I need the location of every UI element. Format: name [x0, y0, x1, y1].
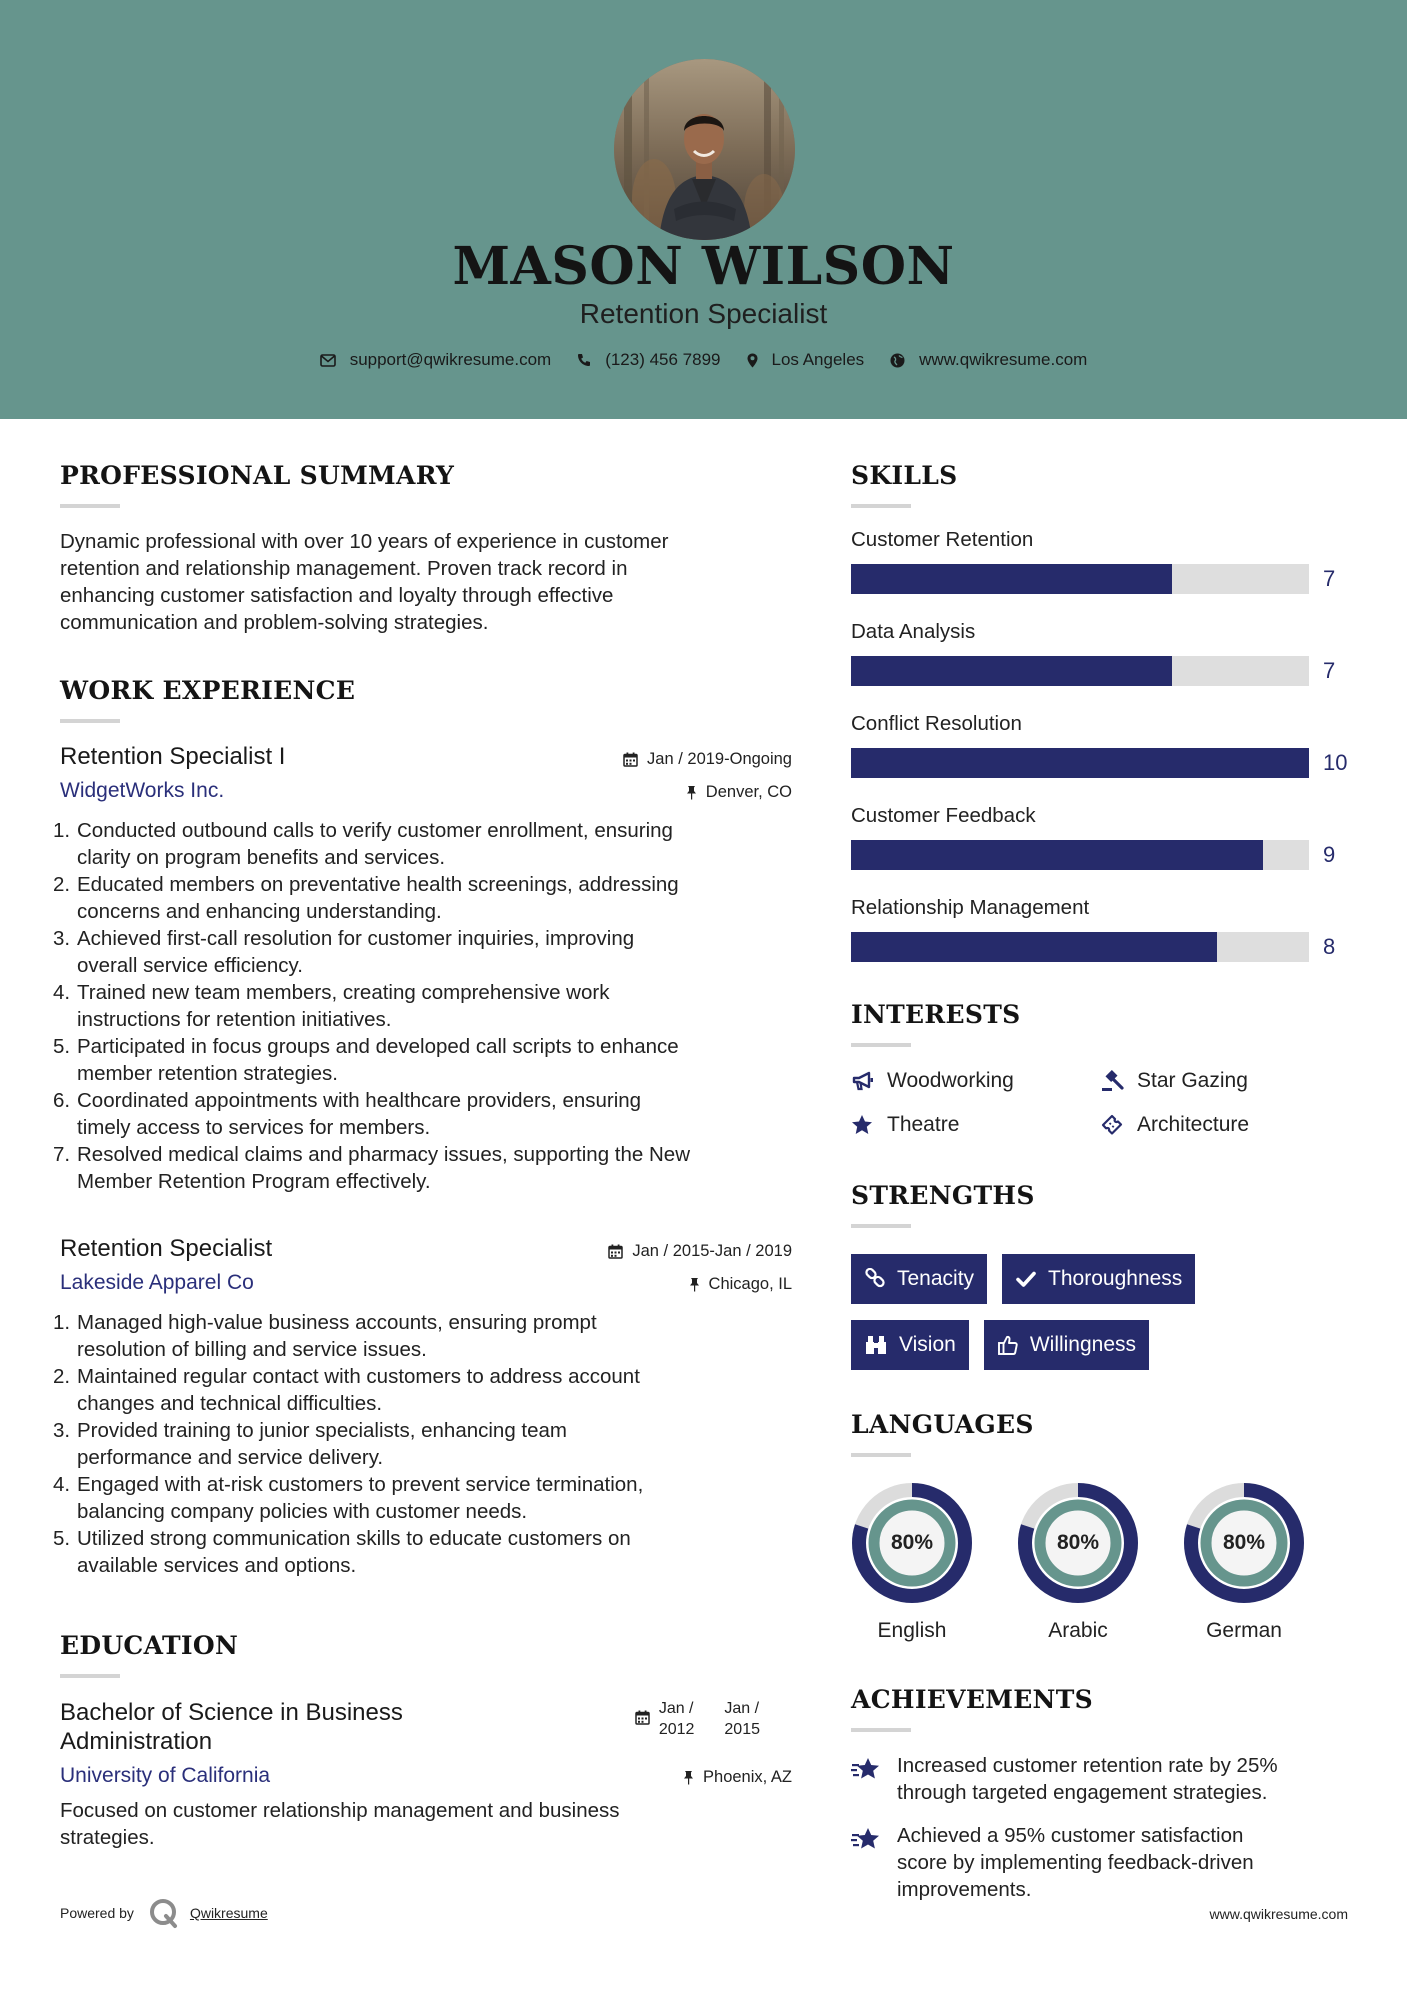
header-banner: [0, 0, 1407, 419]
globe-icon: [890, 353, 905, 368]
list-item: [53, 817, 792, 871]
section-divider: [851, 504, 911, 508]
achievement-line: Achieved a 95% customer satisfaction: [897, 1824, 1244, 1847]
language-name: Arabic: [1048, 1619, 1108, 1642]
summary-section: [60, 461, 792, 636]
bullet-line: instructions for retention initiatives.: [77, 1008, 392, 1031]
interests-section: [851, 1000, 1351, 1137]
contact-location: [747, 350, 865, 370]
job-dates: [623, 750, 792, 769]
section-divider: [60, 1674, 120, 1678]
skill-bar-row: [851, 564, 1351, 594]
skill-item: [851, 528, 1351, 594]
profile-photo: [614, 59, 795, 240]
job-entry: [53, 1235, 792, 1579]
skills-section: [851, 461, 1351, 962]
achievement-line: improvements.: [897, 1878, 1032, 1901]
strengths-tags: [851, 1254, 1271, 1370]
candidate-name: MASON WILSON: [452, 236, 955, 297]
bullet-line: Utilized strong communication skills to educate customers on: [77, 1527, 631, 1550]
phone-icon: [577, 353, 591, 367]
skill-value: 8: [1323, 934, 1336, 959]
check-icon: [1015, 1268, 1037, 1290]
list-number: 4.: [53, 1473, 71, 1496]
skill-bar-track: [851, 748, 1309, 778]
map-pin-icon: [747, 353, 758, 368]
list-number: 2.: [53, 873, 71, 896]
left-column: [53, 461, 792, 1851]
bullet-line: Trained new team members, creating comprehensive work: [77, 981, 610, 1004]
skill-value: 9: [1323, 842, 1336, 867]
list-number: 1.: [53, 819, 71, 842]
summary-title: PROFESSIONAL SUMMARY: [60, 461, 455, 490]
list-number: 5.: [53, 1035, 71, 1058]
envelope-icon: [320, 354, 336, 367]
language-item: [1017, 1482, 1183, 1643]
calendar-icon: [608, 1244, 623, 1259]
skill-bar-fill: [851, 932, 1217, 962]
skills-title: SKILLS: [851, 461, 958, 490]
bullet-line: concerns and enhancing understanding.: [77, 900, 442, 923]
bullhorn-icon: [851, 1070, 875, 1092]
job-location-text: Chicago, IL: [708, 1275, 792, 1293]
calendar-icon: [635, 1710, 650, 1725]
ticket-icon: [1101, 1114, 1125, 1136]
skill-bar-row: [851, 932, 1351, 962]
thumbs-up-icon: [997, 1334, 1019, 1356]
skill-bar-fill: [851, 656, 1172, 686]
interest-item: [1101, 1069, 1351, 1093]
summary-text: [60, 528, 792, 636]
job-entry: [53, 743, 792, 1195]
bullet-line: Provided training to junior specialists, enhancing team: [77, 1419, 567, 1442]
contact-location-text: Los Angeles: [771, 350, 865, 369]
bullet-line: Educated members on preventative health screenings, addressing: [77, 873, 679, 896]
job-subheader: [60, 1263, 792, 1295]
contact-website-text: www.qwikresume.com: [919, 350, 1088, 369]
language-item: [1183, 1482, 1349, 1643]
award-star-icon: [851, 1826, 883, 1854]
bullet-line: Resolved medical claims and pharmacy issues, supporting the New: [77, 1143, 691, 1166]
languages-title: LANGUAGES: [851, 1410, 1034, 1439]
interest-label: Architecture: [1137, 1113, 1250, 1136]
strength-label: Thoroughness: [1048, 1267, 1183, 1290]
list-item: [53, 1471, 792, 1525]
language-ring: [1183, 1482, 1305, 1604]
strength-tag: [1002, 1254, 1195, 1304]
skill-name: Data Analysis: [851, 620, 976, 643]
achievement-line: Increased customer retention rate by 25%: [897, 1754, 1278, 1777]
language-name: German: [1206, 1619, 1282, 1642]
pushpin-icon: [686, 785, 697, 800]
job-dates-text: Jan / 2015-Jan / 2019: [632, 1242, 792, 1260]
pushpin-icon: [689, 1277, 700, 1292]
language-ring: [851, 1482, 973, 1604]
interests-grid: [851, 1069, 1351, 1137]
skill-bar-track: [851, 932, 1309, 962]
skill-bar-track: [851, 840, 1309, 870]
degree-line: Bachelor of Science in Business: [60, 1699, 403, 1726]
skill-name: Customer Retention: [851, 528, 1034, 551]
skill-bar-fill: [851, 748, 1309, 778]
list-number: 1.: [53, 1311, 71, 1334]
achievements-section: [851, 1685, 1351, 1903]
bullet-line: Maintained regular contact with customers to address account: [77, 1365, 640, 1388]
footer-powered-by: [60, 1897, 268, 1929]
skill-bar-row: [851, 656, 1351, 686]
strength-label: Vision: [899, 1333, 956, 1356]
degree-title: [60, 1698, 403, 1756]
languages-list: [851, 1482, 1351, 1643]
education-start: [659, 1698, 695, 1740]
achievement-item: [851, 1752, 1351, 1806]
bullet-line: resolution of billing and service issues.: [77, 1338, 427, 1361]
bullet-line: balancing company policies with customer needs.: [77, 1500, 528, 1523]
contact-website[interactable]: [890, 350, 1087, 370]
calendar-icon: [623, 752, 638, 767]
bullet-line: Coordinated appointments with healthcare providers, ensuring: [77, 1089, 642, 1112]
job-header: [60, 1235, 792, 1263]
bullet-line: timely access to services for members.: [77, 1116, 431, 1139]
job-location-text: Denver, CO: [705, 783, 792, 801]
languages-section: [851, 1410, 1351, 1643]
contact-phone-text: (123) 456 7899: [605, 350, 721, 369]
date-part: Jan /: [724, 1700, 760, 1717]
list-item: [53, 1141, 792, 1195]
strengths-section: [851, 1181, 1351, 1370]
achievement-line: through targeted engagement strategies.: [897, 1781, 1268, 1804]
skill-item: [851, 620, 1351, 686]
gavel-icon: [1101, 1070, 1125, 1092]
job-company: WidgetWorks Inc.: [60, 779, 225, 802]
list-item: [53, 1033, 792, 1087]
skills-list: [851, 528, 1351, 962]
list-number: 2.: [53, 1365, 71, 1388]
list-number: 3.: [53, 927, 71, 950]
interest-label: Star Gazing: [1137, 1069, 1248, 1092]
binoculars-icon: [864, 1334, 888, 1356]
education-header: [60, 1698, 792, 1756]
job-subheader: [60, 771, 792, 803]
section-divider: [851, 1224, 911, 1228]
interest-item: [1101, 1113, 1351, 1137]
section-divider: [851, 1453, 911, 1457]
job-title: Retention Specialist I: [60, 743, 286, 770]
job-dates: [608, 1242, 792, 1261]
date-part: Jan /: [658, 1700, 694, 1717]
achievement-text: [897, 1822, 1337, 1903]
date-part: 2012: [658, 1721, 695, 1738]
job-location: [686, 783, 792, 802]
skill-name: Customer Feedback: [851, 804, 1036, 827]
skill-item: [851, 712, 1351, 778]
experience-title: WORK EXPERIENCE: [60, 676, 356, 705]
list-item: [53, 1525, 792, 1579]
job-title: Retention Specialist: [60, 1235, 273, 1262]
summary-line: Dynamic professional with over 10 years of experience in customer: [60, 530, 669, 553]
bullet-line: Achieved first-call resolution for customer inquiries, improving: [77, 927, 635, 950]
contact-bar: [0, 350, 1407, 370]
achievements-title: ACHIEVEMENTS: [851, 1685, 1093, 1714]
list-number: 5.: [53, 1527, 71, 1550]
education-line: Focused on customer relationship management and business: [60, 1799, 620, 1822]
job-bullet-list: [53, 1309, 792, 1579]
list-number: 7.: [53, 1143, 71, 1166]
list-item: [53, 1417, 792, 1471]
experience-section: [53, 676, 792, 1579]
strength-tag: [851, 1254, 987, 1304]
bullet-line: Conducted outbound calls to verify customer enrollment, ensuring: [77, 819, 673, 842]
skill-bar-fill: [851, 840, 1263, 870]
job-dates-text: Jan / 2019-Ongoing: [647, 750, 792, 768]
skill-value: 7: [1323, 658, 1336, 683]
education-location-text: Phoenix, AZ: [703, 1768, 792, 1786]
skill-name: Conflict Resolution: [851, 712, 1022, 735]
skill-bar-track: [851, 564, 1309, 594]
interest-item: [851, 1069, 1101, 1093]
bullet-line: Engaged with at-risk customers to prevent service termination,: [77, 1473, 644, 1496]
skill-item: [851, 896, 1351, 962]
skill-item: [851, 804, 1351, 870]
section-divider: [851, 1728, 911, 1732]
interest-label: Woodworking: [887, 1069, 1014, 1092]
list-number: 6.: [53, 1089, 71, 1112]
star-icon: [851, 1114, 875, 1136]
achievement-text: [897, 1752, 1337, 1806]
list-number: 4.: [53, 981, 71, 1004]
education-line: strategies.: [60, 1826, 155, 1849]
skill-name: Relationship Management: [851, 896, 1090, 919]
right-column: [851, 461, 1351, 1903]
summary-line: enhancing customer satisfaction and loyalty through effective: [60, 584, 614, 607]
job-header: [60, 743, 792, 771]
section-divider: [60, 504, 120, 508]
list-item: [53, 1309, 792, 1363]
language-ring: [1017, 1482, 1139, 1604]
date-part: 2015: [724, 1721, 760, 1738]
job-company: Lakeside Apparel Co: [60, 1271, 254, 1294]
bullet-line: clarity on program benefits and services.: [77, 846, 446, 869]
list-item: [53, 979, 792, 1033]
education-end: [724, 1698, 760, 1740]
education-location: [683, 1768, 792, 1787]
education-section: [60, 1631, 792, 1851]
link-icon: [864, 1268, 886, 1290]
list-item: [53, 871, 792, 925]
section-divider: [851, 1043, 911, 1047]
skill-value: 7: [1323, 566, 1336, 591]
section-divider: [60, 719, 120, 723]
education-title: EDUCATION: [60, 1631, 239, 1660]
language-level-label: 80%: [890, 1531, 934, 1554]
language-level-label: 80%: [1056, 1531, 1100, 1554]
skill-value: 10: [1323, 750, 1348, 775]
bullet-line: member retention strategies.: [77, 1062, 338, 1085]
contact-email[interactable]: [320, 350, 552, 370]
bullet-line: overall service efficiency.: [77, 954, 303, 977]
bullet-line: performance and service delivery.: [77, 1446, 384, 1469]
language-item: [851, 1482, 1017, 1643]
list-number: 3.: [53, 1419, 71, 1442]
footer-website[interactable]: www.qwikresume.com: [1209, 1906, 1348, 1922]
bullet-line: changes and technical difficulties.: [77, 1392, 383, 1415]
strength-tag: [984, 1320, 1149, 1370]
language-name: English: [877, 1619, 947, 1642]
powered-by-text: Powered by: [60, 1905, 134, 1921]
job-bullet-list: [53, 817, 792, 1195]
skill-bar-fill: [851, 564, 1172, 594]
qwikresume-link[interactable]: Qwikresume: [189, 1905, 268, 1921]
contact-phone[interactable]: [577, 350, 720, 370]
candidate-role: Retention Specialist: [579, 298, 828, 329]
award-star-icon: [851, 1756, 883, 1784]
bullet-line: available services and options.: [77, 1554, 357, 1577]
education-description: [60, 1797, 792, 1851]
achievement-line: score by implementing feedback-driven: [897, 1851, 1254, 1874]
skill-bar-row: [851, 840, 1351, 870]
bullet-line: Member Retention Program effectively.: [77, 1170, 431, 1193]
school-name: University of California: [60, 1764, 271, 1787]
interests-title: INTERESTS: [851, 1000, 1021, 1029]
degree-line: Administration: [60, 1728, 213, 1755]
interest-label: Theatre: [887, 1113, 960, 1136]
list-item: [53, 1087, 792, 1141]
pushpin-icon: [683, 1770, 694, 1785]
bullet-line: Managed high-value business accounts, ensuring prompt: [77, 1311, 597, 1334]
qwikresume-logo-icon: [148, 1897, 180, 1929]
strength-label: Willingness: [1029, 1333, 1137, 1356]
strength-label: Tenacity: [897, 1267, 975, 1290]
job-location: [689, 1275, 792, 1294]
interest-item: [851, 1113, 1101, 1137]
strengths-title: STRENGTHS: [851, 1181, 1035, 1210]
education-dates: [635, 1698, 760, 1740]
education-subheader: [60, 1756, 792, 1788]
contact-email-text: support@qwikresume.com: [349, 350, 552, 369]
strength-tag: [851, 1320, 969, 1370]
skill-bar-row: [851, 748, 1351, 778]
summary-line: retention and relationship management. Proven track record in: [60, 557, 628, 580]
bullet-line: Participated in focus groups and developed call scripts to enhance: [77, 1035, 679, 1058]
skill-bar-track: [851, 656, 1309, 686]
summary-line: communication and problem-solving strategies.: [60, 611, 489, 634]
list-item: [53, 1363, 792, 1417]
language-level-label: 80%: [1222, 1531, 1266, 1554]
profile-photo-image: [614, 59, 795, 240]
achievement-item: [851, 1822, 1351, 1903]
list-item: [53, 925, 792, 979]
